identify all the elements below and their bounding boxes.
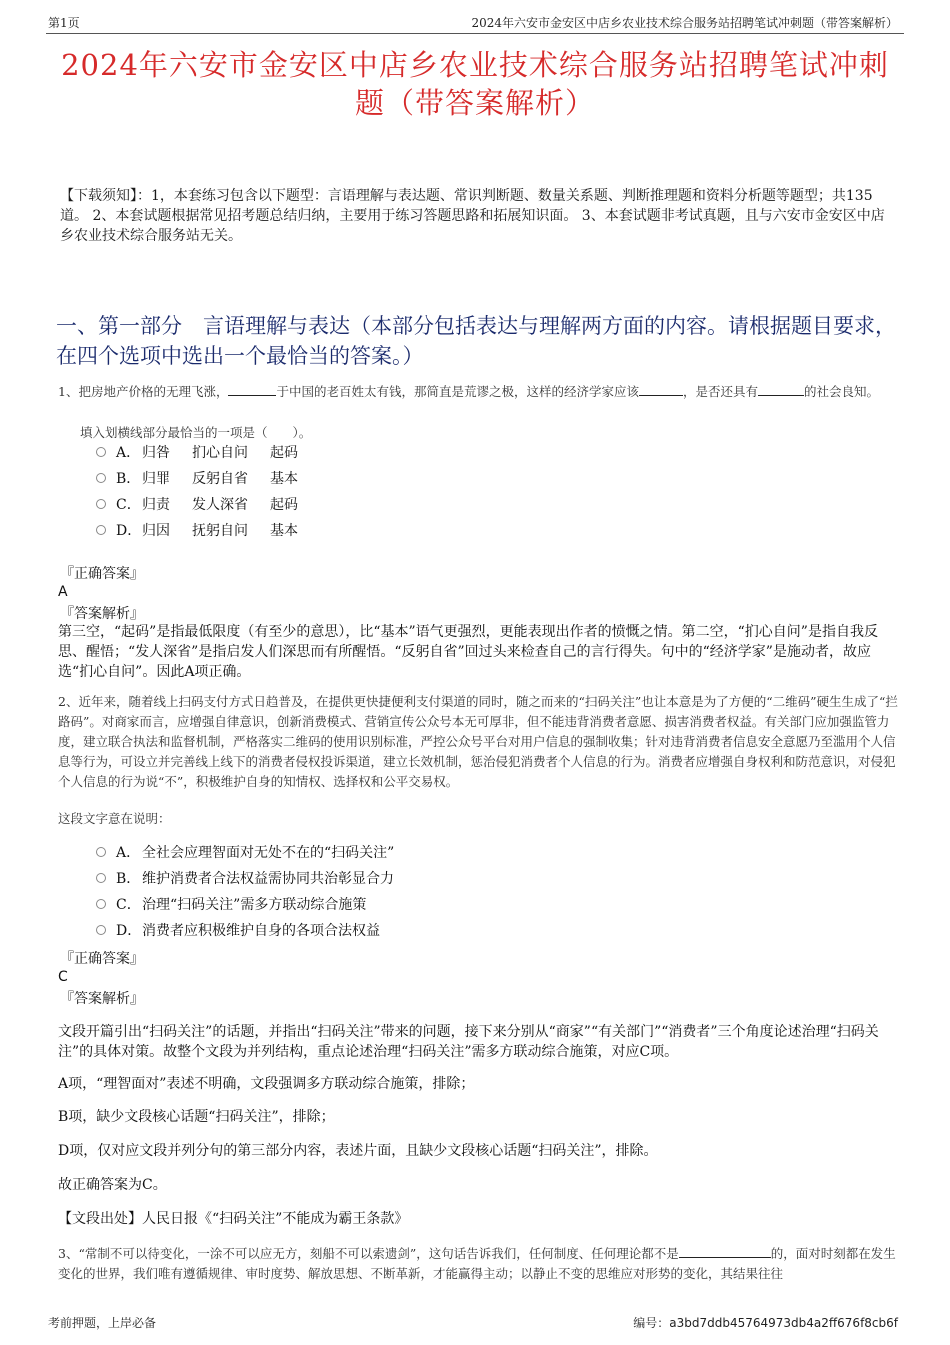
q1-text-c: ，是否还具有 bbox=[682, 384, 758, 399]
q2-answer-label: 『正确答案』 bbox=[60, 951, 144, 967]
question-2-text: 2、近年来，随着线上扫码支付方式日趋普及，在提供更快捷便利支付渠道的同时，随之而来的“扫码关注”也让本意是为了方便的“二维码”硬生生成了“拦路码”。对商家而言，应增强自律意识，创新消费模式、营销宣传公众号本无可厚非，但不能违背消费者意愿、损害消费者权益。有关部门应加强监管力度，建立联合执法和监督机制，严格落实二维码的使用识别标准，严控公众号平台对用户信息的强制收集；针对违背消费者信息安全意愿乃至滥用个人信息等行为，可设立并完善线上线下的消费者侵权投诉渠道，建立长效机制，惩治侵犯消费者个人信息的行为。消费者应增强自身权利和防范意识，对侵犯个人信息的行为说“不”，积极维护自身的知情权、选择权和公平交易权。 bbox=[58, 694, 898, 789]
q1-analysis: 第三空，“起码”是指最低限度（有至少的意思），比“基本”语气更强烈，更能表现出作者的愤慨之情。第二空，“扪心自问”是指自我反思、醒悟；“发人深省”是指启发人们深思而有所醒悟。“反躬自省”回过头来检查自己的言行得失。句中的“经济学家”是施动者，故应选“扪心自问”。因此A项正确。 bbox=[58, 624, 878, 680]
q3-text-a: 3、“常制不可以待变化，一涂不可以应无方，刻船不可以索遗剑”，这句话告诉我们，任何制度、任何理论都不是 bbox=[58, 1246, 679, 1261]
download-notice: 【下载须知】：1，本套练习包含以下题型：言语理解与表达题、常识判断题、数量关系题、判断推理题和资料分析题等题型；共135道。 2、本套试题根据常见招考题总结归纳，主要用于练习答题思路和拓展知识面。 3、本套试题非考试真题，且与六安市金安区中店乡农业技术综合服务站无关。 bbox=[60, 188, 885, 244]
radio-icon[interactable] bbox=[96, 925, 106, 935]
question-2-prompt: 这段文字意在说明： bbox=[58, 811, 171, 826]
radio-icon[interactable] bbox=[96, 873, 106, 883]
document-title bbox=[48, 46, 902, 122]
title-line-1: 2024年六安市金安区中店乡农业技术综合服务站招聘笔试冲刺 bbox=[61, 48, 889, 82]
radio-icon[interactable] bbox=[96, 447, 106, 457]
option-letter: C． bbox=[116, 497, 141, 513]
radio-icon[interactable] bbox=[96, 473, 106, 483]
q1-option-a[interactable] bbox=[96, 443, 320, 463]
option-word: 反躬自省 bbox=[192, 471, 248, 487]
q2-analysis-label: 『答案解析』 bbox=[60, 991, 144, 1007]
footer-slogan: 考前押题，上岸必备 bbox=[48, 1316, 157, 1330]
radio-icon[interactable] bbox=[96, 525, 106, 535]
option-letter: A． bbox=[116, 845, 141, 861]
radio-icon[interactable] bbox=[96, 499, 106, 509]
q2-analysis-paragraph: B项，缺少文段核心话题“扫码关注”，排除； bbox=[58, 1109, 335, 1125]
option-word: 基本 bbox=[270, 523, 298, 539]
q1-option-d[interactable] bbox=[96, 521, 320, 541]
option-word: 扪心自问 bbox=[192, 445, 248, 461]
option-word: 发人深省 bbox=[192, 497, 248, 513]
question-3-text bbox=[58, 1244, 898, 1284]
option-text: 治理“扫码关注”需多方联动综合施策 bbox=[142, 897, 367, 913]
q2-option-a[interactable] bbox=[96, 843, 394, 863]
q1-text-a: 1、把房地产价格的无理飞涨， bbox=[58, 384, 229, 399]
option-word: 归咎 bbox=[142, 445, 170, 461]
q2-analysis-paragraph: D项，仅对应文段并列分句的第三部分内容，表述片面，且缺少文段核心话题“扫码关注”，排除。 bbox=[58, 1143, 658, 1159]
q1-text-b: 于中国的老百姓太有钱，那简直是荒谬之极，这样的经济学家应该 bbox=[276, 384, 639, 399]
option-letter: D． bbox=[116, 923, 142, 939]
option-word: 归责 bbox=[142, 497, 170, 513]
running-header-title: 2024年六安市金安区中店乡农业技术综合服务站招聘笔试冲刺题（带答案解析） bbox=[471, 16, 898, 30]
question-1-prompt: 填入划横线部分最恰当的一项是（ ）。 bbox=[80, 425, 312, 440]
title-line-2: 题（带答案解析） bbox=[354, 86, 595, 120]
question-1-text bbox=[58, 382, 898, 402]
option-word: 归因 bbox=[142, 523, 170, 539]
q1-answer: A bbox=[58, 584, 68, 600]
footer-code-label: 编号： bbox=[633, 1316, 670, 1330]
q1-blank-1 bbox=[228, 395, 276, 396]
q2-analysis-paragraph: 故正确答案为C。 bbox=[58, 1177, 167, 1193]
q2-source: 【文段出处】人民日报《“扫码关注”不能成为霸王条款》 bbox=[58, 1211, 409, 1227]
option-text: 维护消费者合法权益需协同共治彰显合力 bbox=[142, 871, 394, 887]
q2-option-d[interactable] bbox=[96, 921, 380, 941]
q1-blank-2 bbox=[639, 395, 683, 396]
q1-option-b[interactable] bbox=[96, 469, 320, 489]
footer-code-value: a3bd7ddb45764973db4a2ff676f8cb6f bbox=[669, 1316, 898, 1330]
option-letter: D． bbox=[116, 523, 142, 539]
option-letter: A． bbox=[116, 445, 141, 461]
q2-analysis-paragraph: A项，“理智面对”表述不明确，文段强调多方联动综合施策，排除； bbox=[58, 1076, 475, 1092]
header-divider bbox=[46, 33, 904, 34]
q2-option-c[interactable] bbox=[96, 895, 366, 915]
q2-option-b[interactable] bbox=[96, 869, 394, 889]
option-letter: B． bbox=[116, 471, 141, 487]
q2-analysis-paragraph: 文段开篇引出“扫码关注”的话题，并指出“扫码关注”带来的问题，接下来分别从“商家”“有关部门”“消费者”三个角度论述治理“扫码关注”的具体对策。故整个文段为并列结构，重点论述治理“扫码关注”需多方联动综合施策，对应C项。 bbox=[58, 1024, 879, 1060]
option-word: 基本 bbox=[270, 471, 298, 487]
section-heading: 一、第一部分 言语理解与表达（本部分包括表达与理解两方面的内容。请根据题目要求，在四个选项中选出一个最恰当的答案。） bbox=[56, 314, 896, 368]
option-text: 消费者应积极维护自身的各项合法权益 bbox=[142, 923, 380, 939]
q2-answer: C bbox=[58, 969, 68, 985]
radio-icon[interactable] bbox=[96, 847, 106, 857]
option-letter: B． bbox=[116, 871, 141, 887]
radio-icon[interactable] bbox=[96, 899, 106, 909]
q1-analysis-label: 『答案解析』 bbox=[60, 606, 144, 622]
option-letter: C． bbox=[116, 897, 141, 913]
option-word: 归罪 bbox=[142, 471, 170, 487]
q1-option-c[interactable] bbox=[96, 495, 320, 515]
option-word: 起码 bbox=[270, 497, 298, 513]
option-word: 抚躬自问 bbox=[192, 523, 248, 539]
q1-text-d: 的社会良知。 bbox=[804, 384, 880, 399]
option-word: 起码 bbox=[270, 445, 298, 461]
q3-text-b: 的，面对时刻都在发生变化的世界，我们唯有遵循规律、审时度势、解放思想、不断革新，才能赢得主动；以静止不变的思维应对形势的变化，其结果往往 bbox=[58, 1246, 896, 1281]
q1-blank-3 bbox=[758, 395, 804, 396]
footer-code bbox=[633, 1314, 898, 1331]
option-text: 全社会应理智面对无处不在的“扫码关注” bbox=[142, 845, 395, 861]
q3-blank-1 bbox=[679, 1257, 771, 1258]
q1-answer-label: 『正确答案』 bbox=[60, 566, 144, 582]
page-number: 第1页 bbox=[48, 16, 80, 30]
